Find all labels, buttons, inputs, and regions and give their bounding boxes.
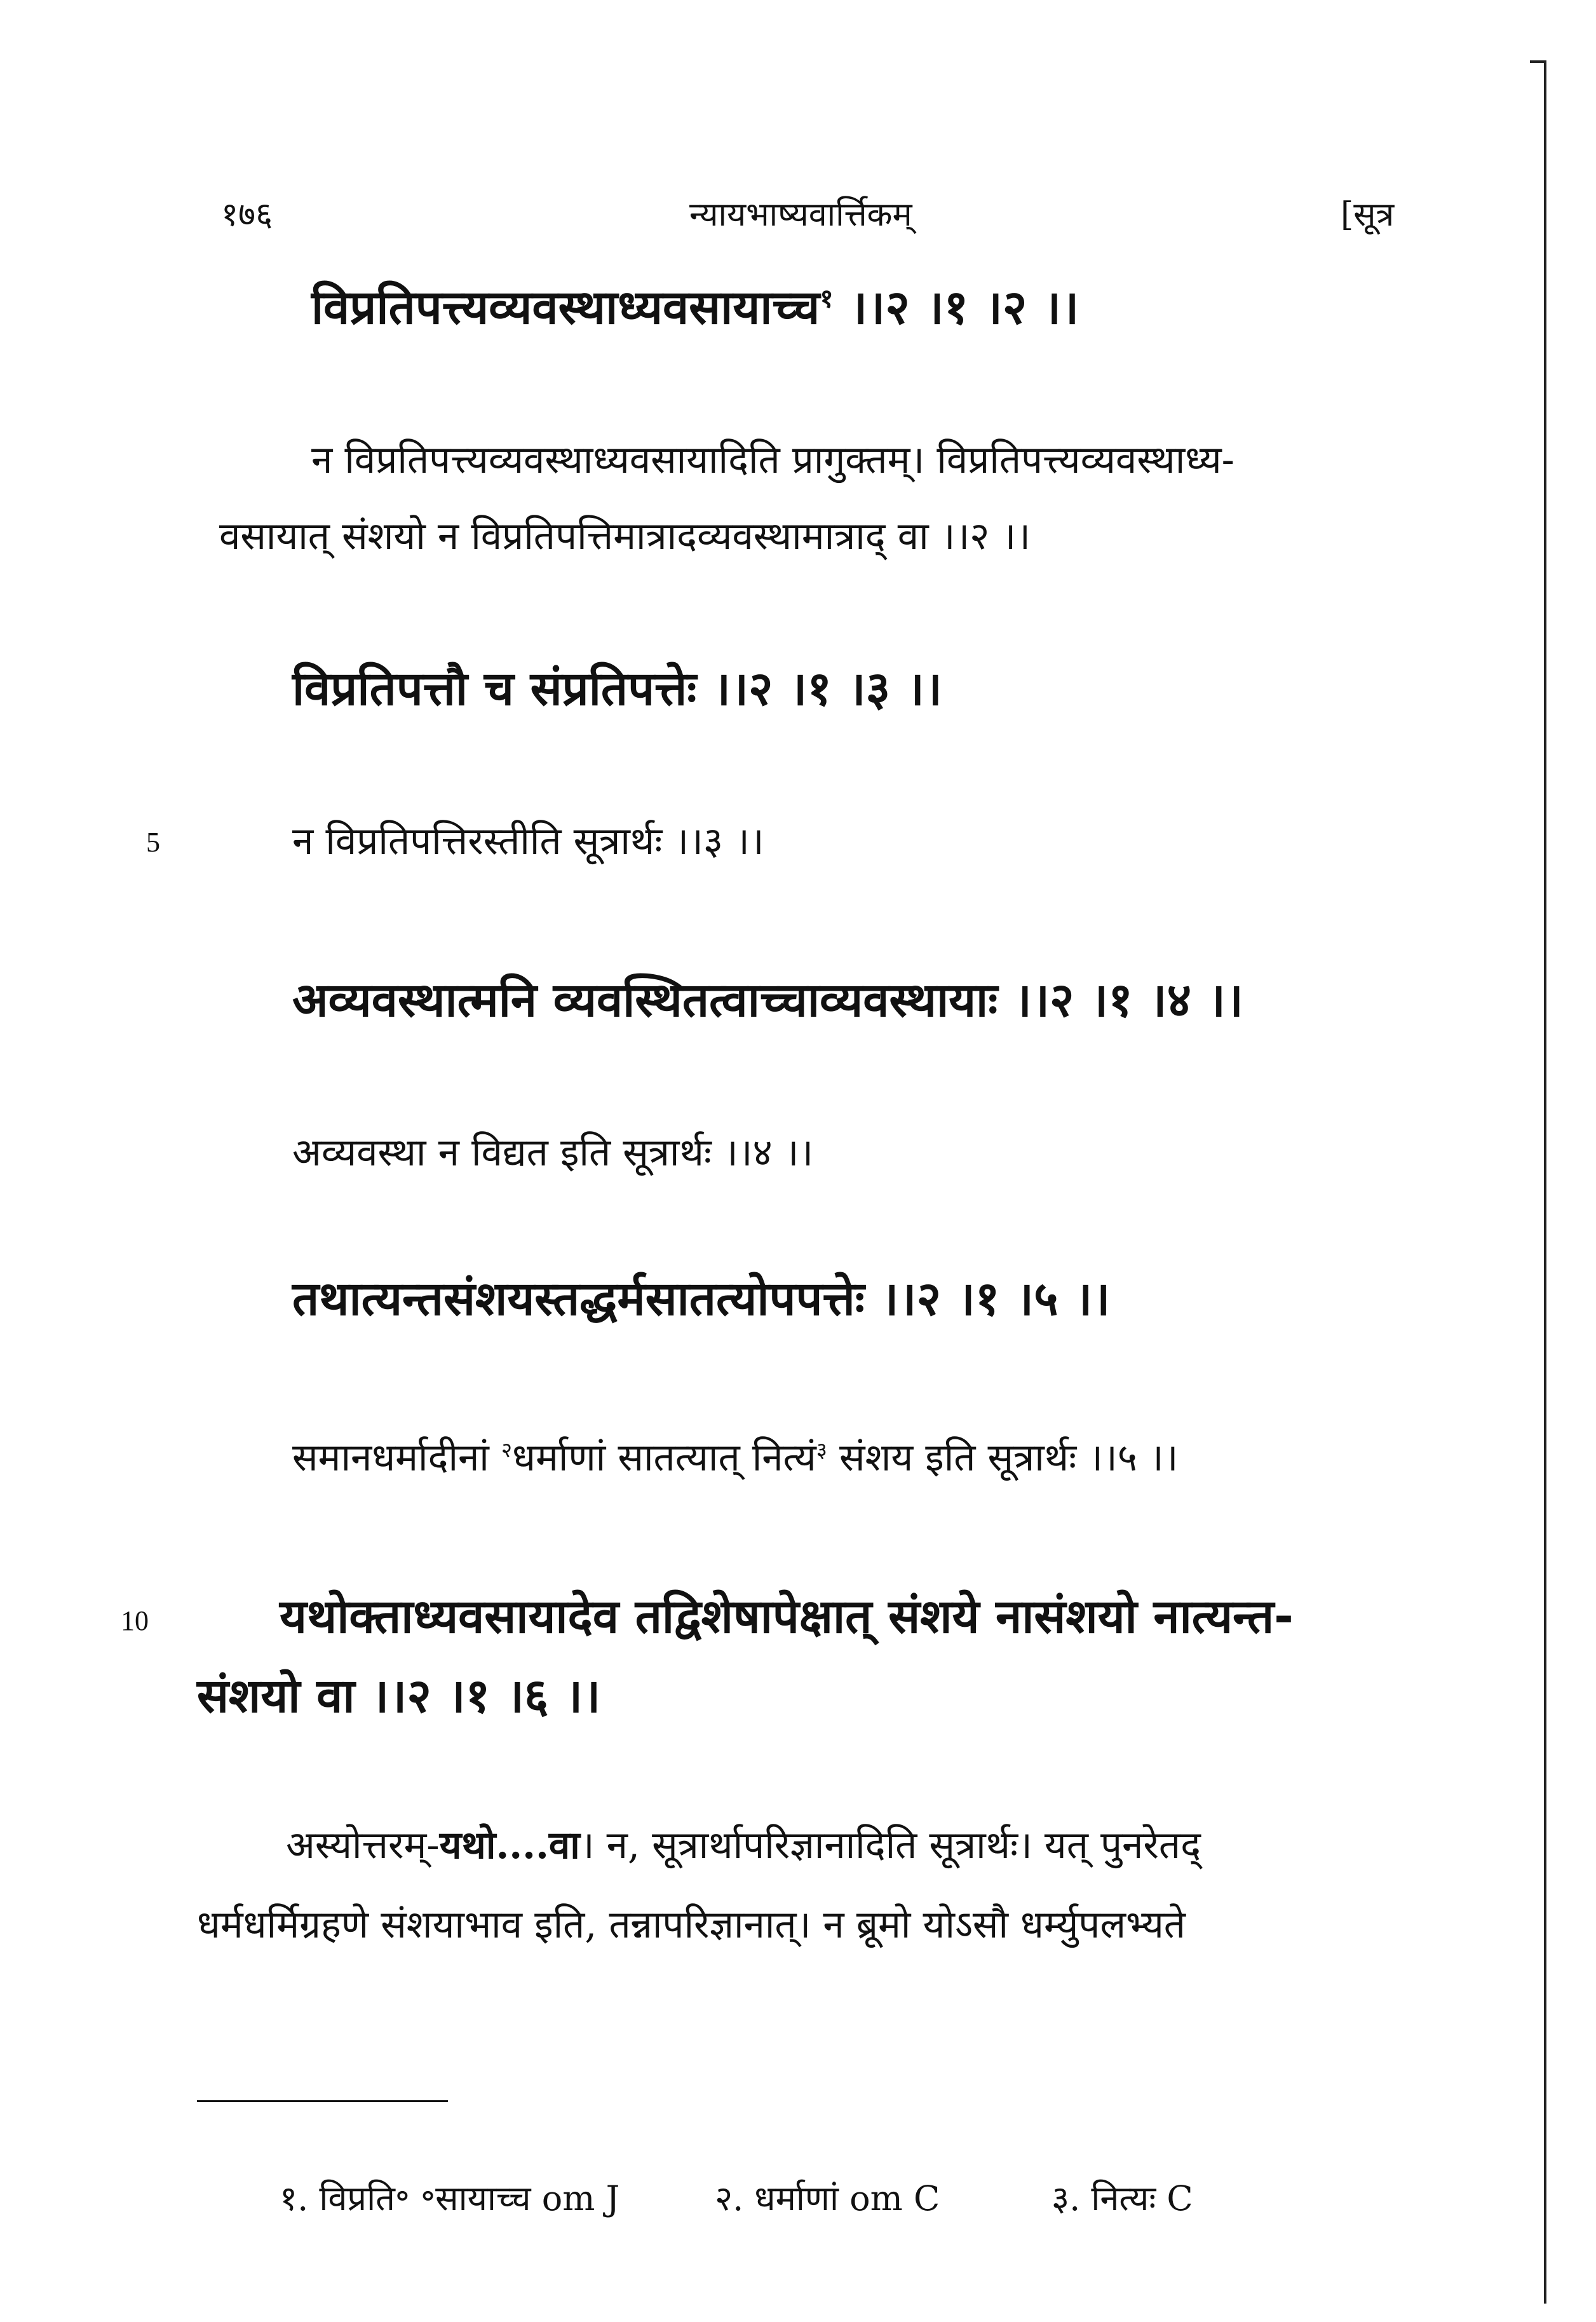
footnote-1: १. विप्रति॰ ॰सायाच्च om J [280, 2178, 620, 2218]
commentary-quote: यथो....वा [439, 1823, 580, 1868]
footnote-separator [197, 2100, 448, 2102]
sutra-2-1-6-line2: संशयो वा ।।२ ।१ ।६ ।। [197, 1669, 601, 1723]
footnote-2: २. धर्माणां om C [715, 2178, 940, 2218]
line-number: 10 [121, 1605, 149, 1636]
page-number: १७६ [221, 196, 273, 234]
sutra-2-1-4: अव्यवस्थात्मनि व्यवस्थितत्वाच्चाव्यवस्थायाः ।।२ ।१ ।४ ।। [292, 973, 1243, 1028]
page-edge-line [1544, 60, 1546, 2304]
commentary-line [292, 1430, 1179, 1482]
commentary-line: न विप्रतिपत्तिरस्तीति सूत्रार्थः ।।३ ।। [292, 819, 764, 864]
sutra-number: ।।२ ।१ ।२ ।। [833, 280, 1079, 335]
commentary-line [286, 1817, 1201, 1870]
footnote-marker: ३ [816, 1437, 827, 1462]
footnote-marker: १ [820, 283, 834, 314]
commentary-text: संशय इति सूत्रार्थः ।।५ ।। [827, 1436, 1179, 1480]
footnote-marker: २ [501, 1437, 513, 1462]
commentary-line: वसायात् संशयो न विप्रतिपत्तिमात्रादव्यवस्थामात्राद् वा ।।२ ।। [219, 514, 1031, 559]
commentary-text: समानधर्मादीनां [292, 1436, 501, 1480]
footnote-3: ३. नित्यः C [1052, 2178, 1193, 2218]
line-number: 5 [146, 827, 160, 858]
commentary-text: अस्योत्तरम्- [286, 1823, 440, 1868]
commentary-text: धर्माणां सातत्यात् नित्यं [512, 1436, 816, 1480]
commentary-line: धर्मधर्मिग्रहणे संशयाभाव इति, तन्नापरिज्ञानात्। न ब्रूमो योऽसौ धर्म्युपलभ्यते [197, 1903, 1186, 1947]
running-title: न्यायभाष्यवार्त्तिकम् [689, 196, 912, 234]
sutra-2-1-6-line1: यथोक्ताध्यवसायादेव तद्विशेषापेक्षात् संशये नासंशयो नात्यन्त- [280, 1589, 1294, 1644]
commentary-line: न विप्रतिपत्त्यव्यवस्थाध्यवसायादिति प्रागुक्तम्। विप्रतिपत्त्यव्यवस्थाध्य- [311, 438, 1234, 482]
sutra-2-1-2 [311, 273, 1079, 337]
commentary-text: । न, सूत्रार्थापरिज्ञानादिति सूत्रार्थः। यत् पुनरेतद् [579, 1823, 1201, 1868]
sutra-text: विप्रतिपत्त्यव्यवस्थाध्यवसायाच्च [311, 280, 820, 335]
section-label: [सूत्र [1341, 196, 1395, 234]
sutra-2-1-5: तथात्यन्तसंशयस्तद्धर्मसातत्योपपत्तेः ।।२ ।१ ।५ ।। [292, 1272, 1111, 1326]
commentary-line: अव्यवस्था न विद्यत इति सूत्रार्थः ।।४ ।। [292, 1130, 814, 1175]
sutra-2-1-3: विप्रतिपत्तौ च संप्रतिपत्तेः ।।२ ।१ ।३ ।। [292, 662, 942, 716]
